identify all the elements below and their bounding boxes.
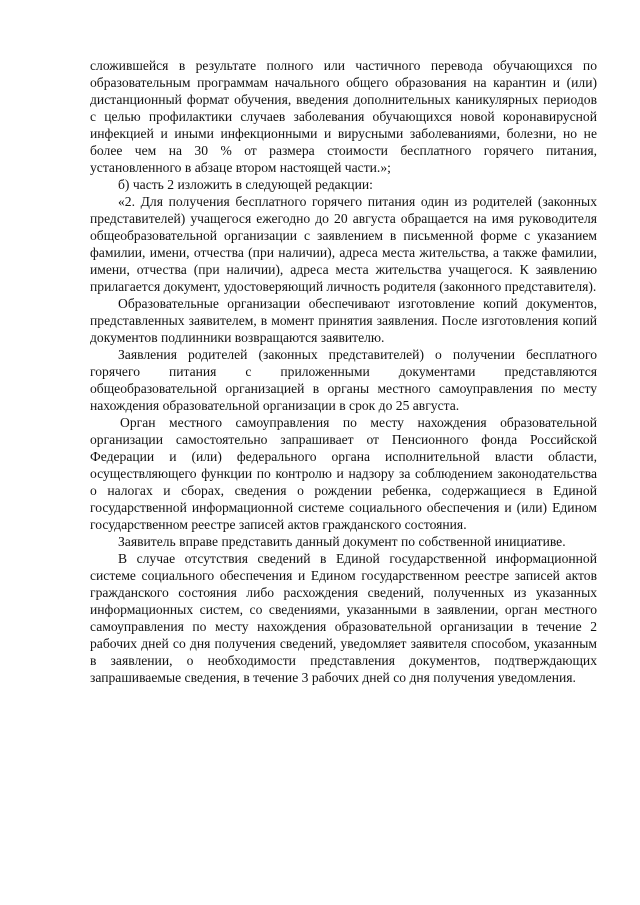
paragraph-local-authority: Орган местного самоуправления по месту нахождения образовательной организации самостоятельно запрашивает от Пенсионного фонда Российской Федерации и (или) федерального органа исполнительной власти области, осуществляющего функции по контролю и надзору за соблюдением законодательства о налогах и сборах, сведения о рождении ребенка, содержащиеся в Единой государственной информационной системе социального обеспечения и (или) Едином государственном реестре записей актов гражданского состояния.: [90, 415, 597, 532]
paragraph-continuation: сложившейся в результате полного или частичного перевода обучающихся по образовательным программам начального общего образования на карантин и (или) дистанционный формат обучения, введения дополнительных каникулярных периодов с целью профилактики случаев заболевания обучающихся новой коронавирусной инфекцией и иными инфекционными и вирусными заболеваниями, болезни, но не более чем на 30 % от размера стоимости бесплатного горячего питания, установленного в абзаце втором настоящей части.»;: [90, 58, 597, 175]
paragraph-applicant-right: Заявитель вправе представить данный документ по собственной инициативе.: [118, 534, 566, 549]
paragraph-part-2: «2. Для получения бесплатного горячего питания один из родителей (законных представителей) учащегося ежегодно до 20 августа обращается на имя руководителя общеобразовательной организации с заявлением в письменной форме с указанием фамилии, имени, отчества (при наличии), адреса места жительства, а также фамилии, имени, отчества (при наличии), адреса места жительства учащегося. К заявлению прилагается документ, удостоверяющий личность родителя (законного представителя).: [90, 194, 597, 294]
paragraph-copies: Образовательные организации обеспечивают изготовление копий документов, представленных заявителем, в момент принятия заявления. После изготовления копий документов подлинники возвращаются заявителю.: [90, 296, 597, 345]
paragraph-applications: Заявления родителей (законных представителей) о получении бесплатного горячего питания с приложенными документами представляются общеобразовательной организацией в органы местного самоуправления по месту нахождения образовательной организации в срок до 25 августа.: [90, 347, 597, 413]
document-page: [90, 57, 597, 686]
paragraph-missing-data: В случае отсутствия сведений в Единой государственной информационной системе социального обеспечения и Едином государственном реестре записей актов гражданского состояния либо расхождения сведений, полученных из указанных информационных систем, со сведениями, указанными в заявлении, орган местного самоуправления по месту нахождения образовательной организации в течение 2 рабочих дней со дня получения сведений, уведомляет заявителя способом, указанным в заявлении, о необходимости представления документов, подтверждающих запрашиваемые сведения, в течение 3 рабочих дней со дня получения уведомления.: [90, 551, 597, 685]
paragraph-amendment-b: б) часть 2 изложить в следующей редакции:: [118, 177, 373, 192]
